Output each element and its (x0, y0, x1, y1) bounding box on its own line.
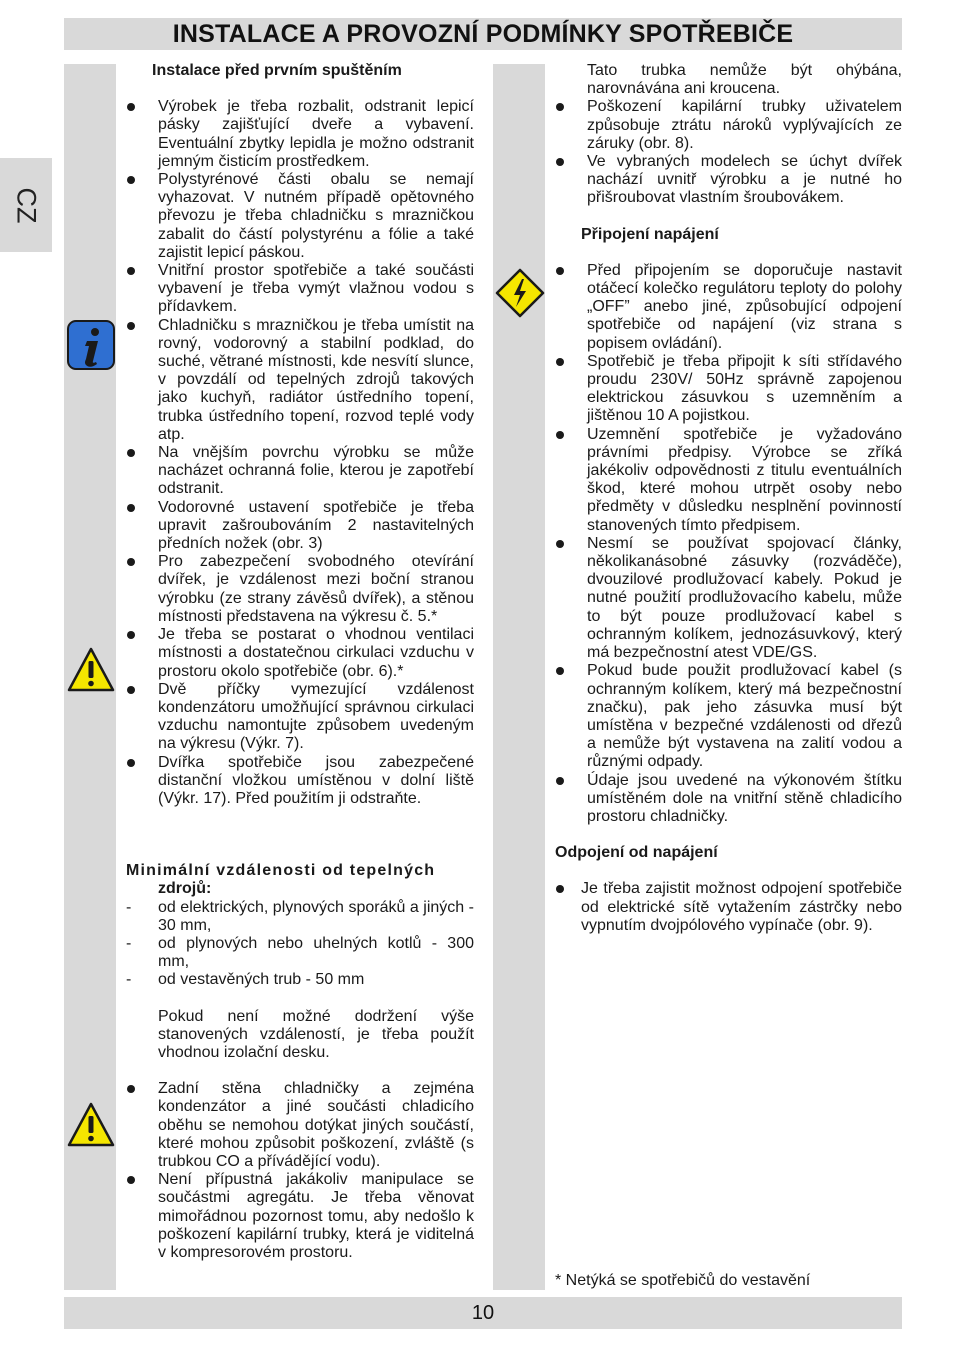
right-column (555, 62, 902, 935)
bullet-icon (127, 449, 135, 457)
list-item: Spotřebič je třeba připojit k síti střídavého proudu 230V/ 50Hz správně zapojenou elektrickou zásuvkou s uzemněním a jištěnou 10 A pojistkou. (555, 353, 902, 426)
section-heading-installation: Instalace před prvním spuštěním (152, 62, 402, 79)
warning-icon (66, 646, 116, 694)
footnote: * Netýká se spotřebičů do vestavění (555, 1272, 811, 1289)
bullet-icon (127, 1085, 135, 1093)
distance-note: Pokud není možné dodržení výše stanovených vzdáleností, je třeba použít vhodnou izolační desku. (158, 1007, 474, 1061)
list-item: Údaje jsou uvedené na výkonovém štítku umístěném dole na vnitřní stěně chladicího prostoru chladničky. (555, 772, 902, 827)
list-item: Poškození kapilární trubky uživatelem způsobuje ztrátu nároků vyplývajících ze záruky (obr. 8). (555, 98, 902, 153)
list-item: Před připojením se doporučuje nastavit otáčecí kolečko regulátoru teploty do polohy „OFF” anebo jiné, způsobující odpojení spotřebiče od napájení (viz strana s popisem ovládání). (555, 262, 902, 353)
section-heading-min-distance-cont: zdrojů: (158, 880, 212, 898)
bullet-icon (127, 267, 135, 275)
middle-icon-strip (493, 64, 545, 1290)
section-heading-power: Připojení napájení (581, 225, 719, 243)
list-item: Pokud bude použit prodlužovací kabel (s ochranným kolíkem, který má bezpečnostní značku), pak jeho zásuvka musí být umístěna v bezpečné vzdálenosti od dřezů a nemůže být vystavena na zalití vodou a různými odpady. (555, 662, 902, 771)
bullet-icon (127, 322, 135, 330)
language-tab (0, 158, 52, 252)
bullet-icon (127, 631, 135, 639)
distance-list (126, 899, 474, 990)
list-item: Polystyrénové části obalu se nemají vyhazovat. V nutném případě opětovného převozu je třeba chladničku s mrazničkou zabalit do částí polystyrénu a fólie a také zajistit lepicí páskou. (126, 171, 474, 262)
list-item: Není přípustná jakákoliv manipulace se součástmi agregátu. Je třeba věnovat mimořádnou pozornost tomu, aby nedošlo k poškození kapilární trubky, která je viditelná v kompresorovém prostoru. (126, 1171, 474, 1262)
list-item: Na vnějším povrchu výrobku se může nacházet ochranná folie, kterou je zapotřebí odstranit. (126, 444, 474, 499)
list-item: - od vestavěných trub - 50 mm (126, 971, 365, 989)
caution-list (126, 1080, 474, 1262)
list-item: Zadní stěna chladničky a zejména kondenzátor a jiné součásti chladicího oběhu se nemohou dotýkat jiných součástí, které mohou způsobit poškození, zvláště (s trubkou CO a přívádějící vodu). (126, 1080, 474, 1171)
left-column (126, 62, 474, 1262)
list-item: Chladničku s mrazničkou je třeba umístit na rovný, vodorovný a stabilní podklad, do suché, větrané místnosti, kde nesvítí slunce, v povzdálí od tepelných zdrojů takových jako kuchyň, radiátor ústředního topení, trubka ústředního topení, rozvod teplé vody atp. (126, 317, 474, 444)
list-item: - od elektrických, plynových sporáků a jiných - 30 mm, (126, 898, 474, 934)
footer-bar (64, 1297, 902, 1329)
list-item: Dvě příčky vymezující vzdálenost kondenzátoru umožňující správnou cirkulaci vzduchu namontujte způsobem uvedeným na výkresu (Výkr. 7). (126, 681, 474, 754)
info-icon (66, 319, 116, 371)
installation-list (126, 98, 474, 808)
bullet-icon (556, 431, 564, 439)
language-code: CZ (11, 187, 42, 223)
list-item: Vodorovné ustavení spotřebiče je třeba upravit zašroubováním 2 nastavitelných předních nožek (obr. 3) (126, 499, 474, 554)
list-item: Uzemnění spotřebiče je vyžadováno právními předpisy. Výrobce se zříká jakékoliv odpovědnosti z titulu eventuálních škod, které mohou utrpět osoby nebo předměty v důsledku nesplnění povinností stanovených tímto předpisem. (555, 426, 902, 535)
bullet-icon (127, 686, 135, 694)
bullet-icon (556, 540, 564, 548)
list-item: Vnitřní prostor spotřebiče a také součásti vybavení je třeba vymýt vlažnou vodou s přídavkem. (126, 262, 474, 317)
bullet-icon (556, 777, 564, 785)
page-title: INSTALACE A PROVOZNÍ PODMÍNKY SPOTŘEBIČE (172, 19, 794, 48)
bullet-icon (127, 504, 135, 512)
capillary-list (555, 98, 902, 207)
list-item: Je třeba se postarat o vhodnou ventilaci místnosti a dostatečnou cirkulaci vzduchu v prostoru okolo spotřebiče (obr. 6).* (126, 626, 474, 681)
list-item: Nesmí se používat spojovací články, několikanásobné zásuvky (rozváděče), dvouzilové prodlužovací kabely. Pokud je nutné použití prodlužovacího kabelu, může to být pouze prodlužovací kabel s ochranným kolíkem, jednozásuvkový, který má bezpečnostní atest VDE/GS. (555, 535, 902, 662)
bullet-icon (127, 759, 135, 767)
list-item: Výrobek je třeba rozbalit, odstranit lepicí pásky zajišťující dveře a vybavení. Eventuální zbytky lepidla je možno odstranit jemným čisticím prostředkem. (126, 98, 474, 171)
page-number: 10 (471, 1301, 495, 1324)
bullet-icon (127, 103, 135, 111)
list-item: Dvířka spotřebiče jsou zabezpečené distanční vložkou umístěnou v dolní liště (Výkr. 17). Před použitím ji odstraňte. (126, 754, 474, 809)
header-bar (64, 18, 902, 50)
bullet-icon (556, 103, 564, 111)
continuation-text: Tato trubka nemůže být ohýbána, narovnávána ani kroucena. (587, 62, 902, 98)
warning-icon (66, 1101, 116, 1149)
bullet-icon (127, 1176, 135, 1184)
bullet-icon (556, 267, 564, 275)
bullet-icon (127, 558, 135, 566)
section-heading-disconnect: Odpojení od napájení (555, 844, 718, 862)
bullet-icon (556, 667, 564, 675)
power-list (555, 262, 902, 826)
electric-hazard-icon (495, 268, 545, 318)
bullet-icon (127, 176, 135, 184)
disconnect-list (555, 880, 902, 935)
list-item: Je třeba zajistit možnost odpojení spotřebiče od elektrické sítě vytažením zástrčky nebo vypnutím dvojpólového vypínače (obr. 9). (555, 880, 902, 935)
bullet-icon (556, 358, 564, 366)
list-item: - od plynových nebo uhelných kotlů - 300 mm, (126, 934, 474, 971)
bullet-icon (556, 885, 564, 893)
list-item: Ve vybraných modelech se úchyt dvířek nachází uvnitř výrobku a je nutné ho přišroubovat vlastním šroubovákem. (555, 153, 902, 208)
list-item: Pro zabezpečení svobodného otevírání dvířek, je vzdálenost mezi boční stranou výrobku (ze strany závěsů dvířek), a stěnou místnosti představena na výkresu č. 5.* (126, 553, 474, 626)
section-heading-min-distance: Minimální vzdálenosti od tepelných (126, 862, 436, 880)
bullet-icon (556, 158, 564, 166)
